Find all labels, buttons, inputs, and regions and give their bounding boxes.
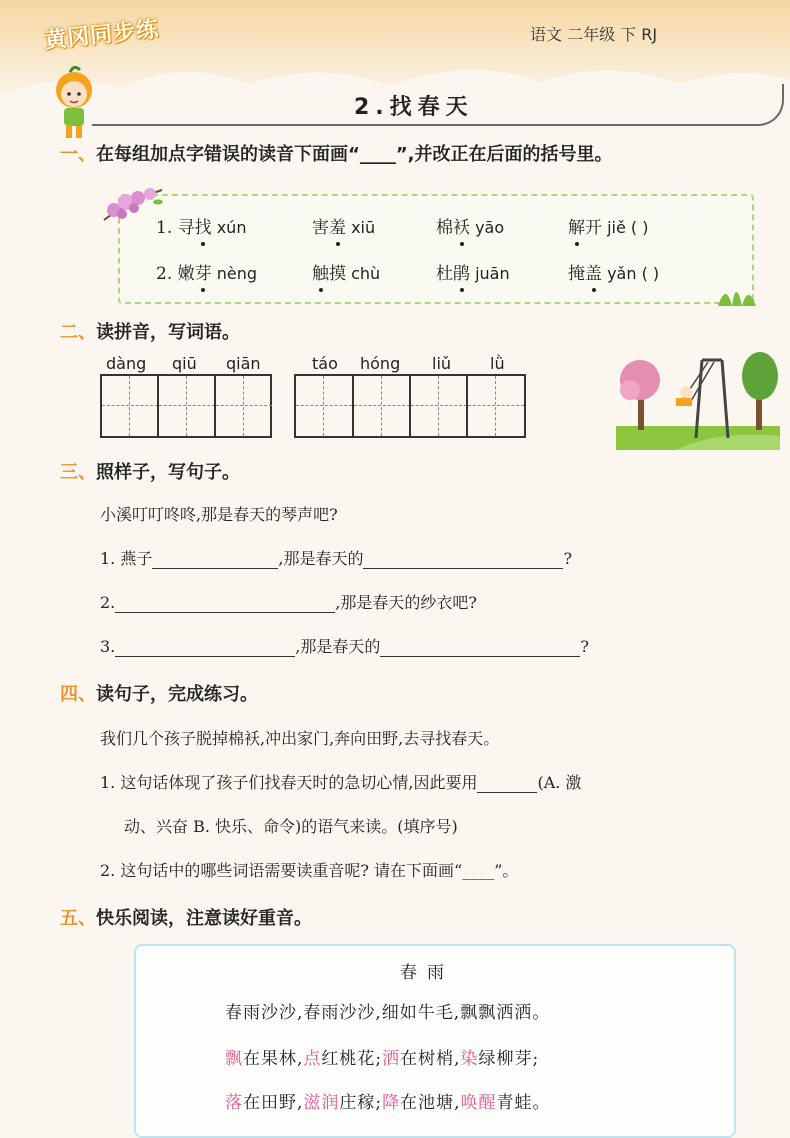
stressed-word: 滋润 xyxy=(303,1093,340,1113)
pinyin-label: dàng xyxy=(106,354,147,373)
writing-cell[interactable] xyxy=(102,376,158,436)
pinyin-label: táo xyxy=(312,354,338,373)
section-3-number: 三、 xyxy=(60,462,96,483)
poem-line-1: 春雨沙沙,春雨沙沙,细如牛毛,飘飘洒洒。 xyxy=(225,1003,551,1023)
question-text: ,那是春天的纱衣吧? xyxy=(335,593,477,612)
poem-line-3 xyxy=(225,1088,551,1113)
word-text: 开 xyxy=(585,218,602,238)
section-2-heading xyxy=(60,318,240,344)
pinyin-label: hóng xyxy=(360,354,401,373)
poem-line-2 xyxy=(225,1044,539,1069)
question-text: ,那是春天的 xyxy=(278,549,364,568)
stressed-word: 染 xyxy=(460,1049,479,1069)
question-4-1 xyxy=(100,770,581,793)
pinyin: chù xyxy=(346,264,381,283)
section-3-title: 照样子，写句子。 xyxy=(96,462,240,483)
word-text: 棉 xyxy=(436,218,453,238)
section-5-heading xyxy=(60,904,312,930)
brand-logo: 黄冈同步练 xyxy=(43,17,161,54)
answer-blank[interactable] xyxy=(477,774,537,793)
dotted-char: 袄 xyxy=(453,218,470,238)
pinyin-label: qiān xyxy=(226,354,261,373)
stressed-word: 落 xyxy=(225,1093,243,1113)
writing-cell[interactable] xyxy=(468,376,524,436)
answer-blank[interactable] xyxy=(152,550,278,569)
writing-cell[interactable] xyxy=(411,376,467,436)
section-4-number: 四、 xyxy=(60,684,96,705)
word-text: 杜 xyxy=(436,264,453,284)
pinyin-answer[interactable]: jiě ( ) xyxy=(602,218,649,237)
pinyin: juān xyxy=(470,264,510,283)
stressed-word: 飘 xyxy=(225,1049,243,1069)
writing-cell[interactable] xyxy=(159,376,215,436)
dotted-char: 鹃 xyxy=(453,264,470,284)
question-text: 3. xyxy=(100,637,116,656)
word-text: 2. 嫩 xyxy=(156,264,195,284)
pinyin-label: qiū xyxy=(172,354,197,373)
dotted-char: 找 xyxy=(194,218,212,238)
dotted-char: 盖 xyxy=(585,264,602,284)
writing-cell[interactable] xyxy=(354,376,410,436)
dotted-char: 触 xyxy=(312,264,329,284)
question-4-1-options: 动、兴奋 B. 快乐、命令)的语气来读。(填序号) xyxy=(124,817,458,836)
question-text: ,那是春天的 xyxy=(295,637,381,656)
subject-label: 语文 二年级 下 RJ xyxy=(530,25,658,44)
reading-sentence: 我们几个孩子脱掉棉袄,冲出家门,奔向田野,去寻找春天。 xyxy=(100,729,500,748)
answer-blank[interactable] xyxy=(363,550,563,569)
word-text: 1. 寻 xyxy=(156,218,195,238)
poem-text: 在田野, xyxy=(243,1093,304,1113)
dotted-char: 羞 xyxy=(329,218,346,238)
question-text: (A. 激 xyxy=(537,773,582,792)
question-3-2 xyxy=(100,590,477,613)
word-text: 摸 xyxy=(329,264,346,284)
question-3-3 xyxy=(100,634,589,657)
section-4-title: 读句子，完成练习。 xyxy=(96,684,258,705)
section-5-title: 快乐阅读，注意读好重音。 xyxy=(96,908,312,929)
stressed-word: 降 xyxy=(382,1093,401,1113)
poem-text: 在树梢, xyxy=(400,1049,461,1069)
pinyin: xún xyxy=(211,218,247,237)
mascot-girl-icon xyxy=(52,64,96,140)
writing-grid-2[interactable] xyxy=(294,374,526,438)
writing-grid-1[interactable] xyxy=(100,374,272,438)
section-1-heading xyxy=(60,140,613,166)
word-text: 害 xyxy=(312,218,329,238)
stressed-word: 点 xyxy=(303,1049,322,1069)
question-3-1 xyxy=(100,546,572,569)
word-text: 掩 xyxy=(568,264,585,284)
pinyin-answer[interactable]: yǎn ( ) xyxy=(602,264,660,283)
pinyin-label: liǔ xyxy=(432,354,452,373)
section-1-number: 一、 xyxy=(60,144,96,165)
pinyin: yāo xyxy=(470,218,505,237)
stressed-word: 洒 xyxy=(382,1049,401,1069)
poem-text: 庄稼; xyxy=(339,1093,383,1113)
dotted-char: 解 xyxy=(568,218,585,238)
grass-icon xyxy=(716,276,760,306)
swing-scene-illustration xyxy=(616,350,780,450)
poem-text: 在果林, xyxy=(243,1049,304,1069)
question-text: ? xyxy=(563,549,573,568)
section-4-heading xyxy=(60,680,258,706)
stressed-word: 唤醒 xyxy=(460,1093,497,1113)
section-3-heading xyxy=(60,458,240,484)
poem-title: 春雨 xyxy=(400,963,454,983)
pinyin-label: lǜ xyxy=(490,354,505,373)
section-5-number: 五、 xyxy=(60,908,96,929)
poem-text: 青蛙。 xyxy=(496,1093,551,1113)
poem-text: 在池塘, xyxy=(400,1093,461,1113)
section-1-title: 在每组加点字错误的读音下面画“____”,并改正在后面的括号里。 xyxy=(96,144,613,165)
writing-cell[interactable] xyxy=(216,376,272,436)
poem-text: 红桃花; xyxy=(321,1049,383,1069)
answer-blank[interactable] xyxy=(115,638,295,657)
poem-text: 绿柳芽; xyxy=(478,1049,540,1069)
question-text: 1. 燕子 xyxy=(100,549,153,568)
lesson-title: 2.找春天 xyxy=(354,95,474,120)
answer-blank[interactable] xyxy=(115,594,335,613)
question-text: ? xyxy=(580,637,589,656)
answer-blank[interactable] xyxy=(380,638,580,657)
section-2-number: 二、 xyxy=(60,322,96,343)
section-2-title: 读拼音，写词语。 xyxy=(96,322,240,343)
dotted-char: 芽 xyxy=(194,264,212,284)
pinyin: xiū xyxy=(346,218,376,237)
question-4-2: 2. 这句话中的哪些词语需要读重音呢? 请在下面画“____”。 xyxy=(100,861,519,880)
example-sentence: 小溪叮叮咚咚,那是春天的琴声吧? xyxy=(100,505,338,524)
question-text: 1. 这句话体现了孩子们找春天时的急切心情,因此要用 xyxy=(100,773,478,792)
exercise-1-box xyxy=(118,194,754,304)
question-text: 2. xyxy=(100,593,116,612)
pinyin: nèng xyxy=(211,264,257,283)
writing-cell[interactable] xyxy=(296,376,352,436)
